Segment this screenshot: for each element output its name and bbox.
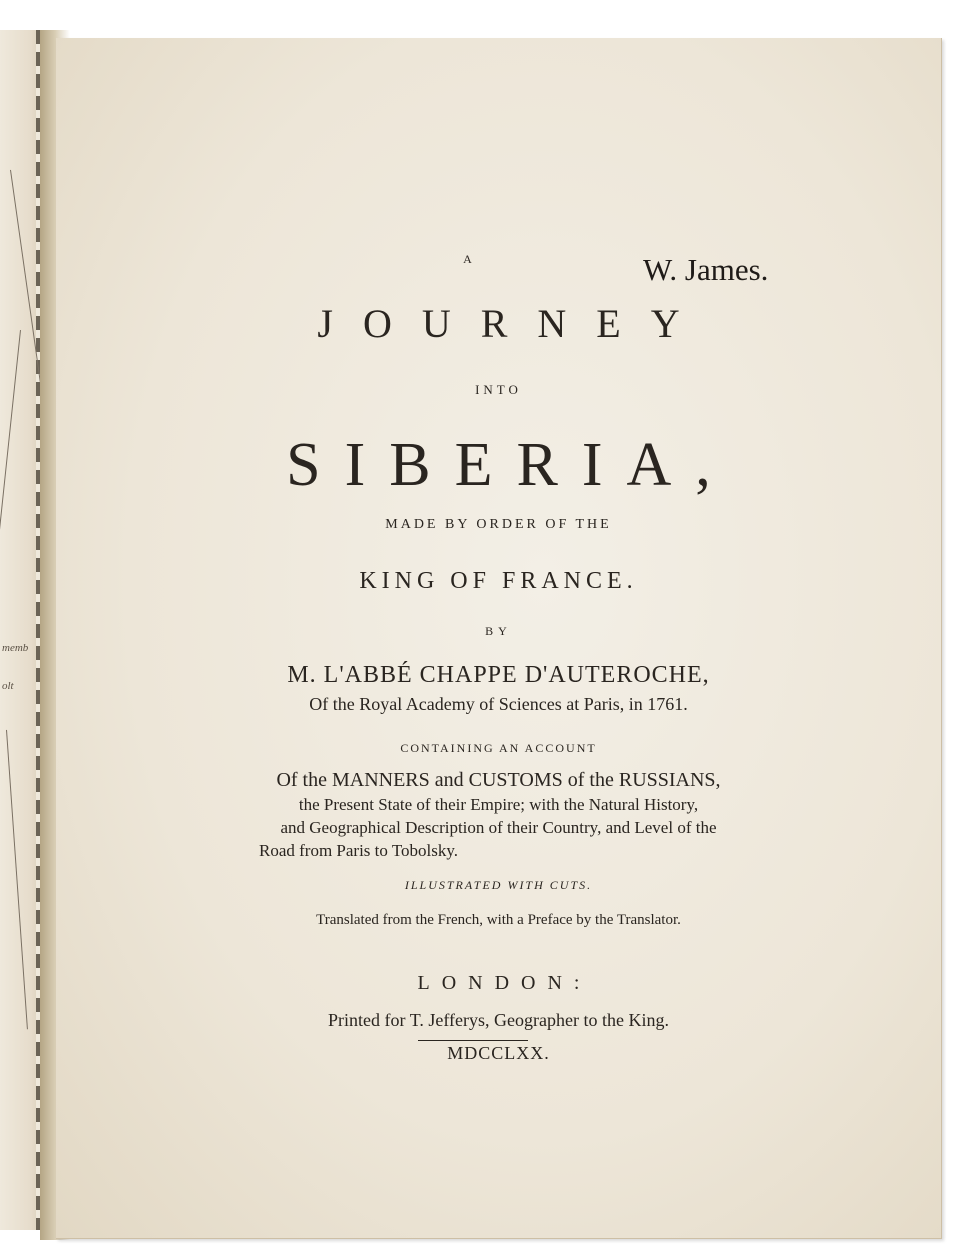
map-text-fragment: memb — [2, 642, 29, 654]
author-affiliation: Of the Royal Academy of Sciences at Paris, in 1761. — [309, 694, 688, 714]
title-siberia: SIBERIA, — [286, 431, 735, 499]
description-line-2: the Present State of their Empire; with the Natural History, — [298, 795, 699, 814]
title-made-by-order: MADE BY ORDER OF THE — [385, 517, 612, 532]
map-text-fragment: olt — [2, 680, 14, 692]
description-line-3: and Geographical Description of their Country, and Level of the — [280, 818, 717, 837]
title-page — [56, 38, 942, 1239]
map-line — [6, 730, 28, 1029]
description-line-4: Road from Paris to Tobolsky. — [258, 841, 459, 860]
imprint-year: MDCCLXX. — [447, 1043, 550, 1063]
description-heading: CONTAINING AN ACCOUNT — [400, 741, 597, 755]
title-journey: JOURNEY — [317, 301, 710, 346]
year-rule-top — [418, 1040, 528, 1041]
title-article: A — [463, 252, 474, 266]
illustrated-note: ILLUSTRATED WITH CUTS. — [404, 878, 593, 892]
title-into: INTO — [475, 382, 522, 397]
owner-signature: W. James. — [643, 252, 769, 287]
description-line-1: Of the MANNERS and CUSTOMS of the RUSSIANS, — [276, 769, 721, 791]
imprint-city: LONDON: — [417, 972, 592, 994]
title-by: BY — [485, 624, 512, 638]
imprint-printer: Printed for T. Jefferys, Geographer to the King. — [328, 1010, 669, 1030]
translated-note: Translated from the French, with a Preface by the Translator. — [316, 912, 681, 928]
author-name: M. L'ABBÉ CHAPPE D'AUTEROCHE, — [287, 662, 710, 688]
title-king-of-france: KING OF FRANCE. — [359, 568, 638, 594]
